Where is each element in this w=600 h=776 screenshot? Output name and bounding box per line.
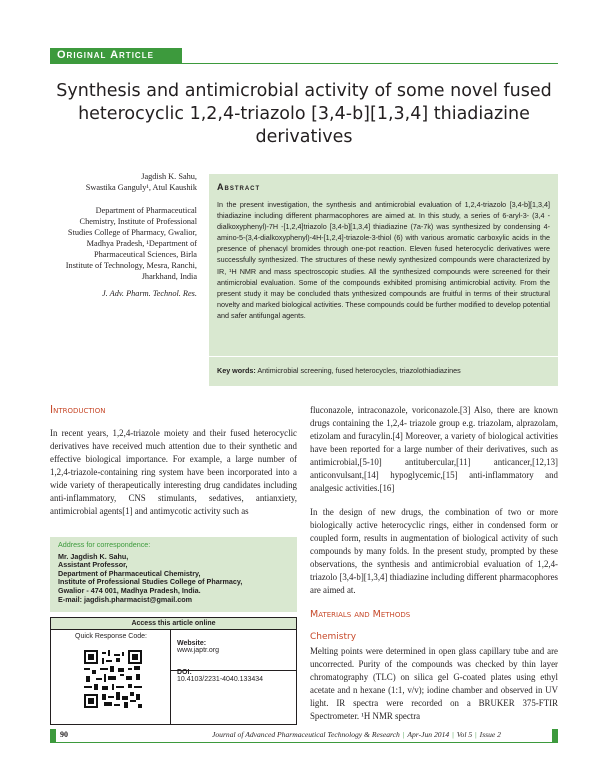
correspondence-heading: Address for correspondence:: [58, 540, 151, 549]
access-title: Access this article online: [51, 618, 296, 630]
qr-label: Quick Response Code:: [75, 633, 147, 640]
chemistry-subheading: Chemistry: [310, 632, 357, 642]
intro-paragraph-right-2: In the design of new drugs, the combination of two or more biologically active heterocyclic rings, either in condensed form or coupled form, results in augmentation of biological activity of such compounds by many folds. In the present study, prompted by these observations, the synthesis and antimicrobial evaluation of 1,2,4-triazolo [3,4-b][1,3,4] thiadiazine including different pharmacophores are aimed at.: [310, 507, 558, 595]
journal-reference: J. Adv. Pharm. Technol. Res.: [101, 289, 197, 298]
footer-accent-left: [50, 729, 56, 743]
abstract-divider: [209, 356, 558, 357]
abstract-text: In the present investigation, the synthesis and antimicrobial evaluation of 1,2,4-triazolo [3,4-b][1,3,4] thiadiazine including different pharmacophores are aimed at. In this study, a series of 6-aryl-3- (3,4 -dialkoxyphenyl)-7H -[1,2,4]triazolo [3,4-b][1,3,4] thiadiazine (7a-7k) was synthesized by condensing 4-amino-5-(3,4-dialkoxyphenyl)-4H-[1,2,4]-triazole-3-thiol (6) with various aromatic carboxylic acids in the presence of phenacyl bromides through one-pot reaction. Eleven fused heterocyclic derivatives were successfully synthesized. The structures of these newly synthesized compounds were characterized by IR, ¹H NMR and mass spectroscopic studies. All the synthesized compounds were screened for their antimicrobial evaluation. Some of the compounds exhibited promising antimicrobial activity. From the present study it may be concluded thats ynthesized compounds are fruitful in terms of their structural novelty and marked biological activities. These compounds could be further modified to develop potential and safer antifungal agents.: [217, 200, 550, 320]
footer-rule: [50, 742, 558, 743]
footer-citation: Journal of Advanced Pharmaceutical Technology & Research | Apr-Jun 2014 | Vol 5 | Issue 2: [212, 730, 501, 739]
correspondence-line: Gwalior - 474 001, Madhya Pradesh, India.: [58, 585, 201, 595]
author-line-2: Swastika Ganguly¹, Atul Kaushik: [85, 183, 197, 192]
correspondence-line: Assistant Professor,: [58, 560, 128, 570]
keywords-text: Antimicrobial screening, fused heterocycles, triazolothiadiazines: [257, 366, 461, 375]
qr-code-icon[interactable]: [84, 650, 142, 708]
intro-paragraph-left: In recent years, 1,2,4-triazole moiety and their fused heterocyclic derivatives have received much attention due to their synthetic and effective biological importance. For example, a large number of 1,2,4-triazole-containing ring system have been incorporated into a wide variety of therapeutically interesting drug candidates including anti-inflammatory, CNS stimulants, sedatives, antianxiety, antimicrobial agents[1] and antimycotic activity such as: [50, 428, 297, 516]
doi-value[interactable]: 10.4103/2231-4040.133434: [177, 676, 264, 683]
affiliation-line: Madhya Pradesh, ¹Department of: [86, 239, 197, 248]
footer-issue: Issue 2: [479, 730, 501, 739]
footer-volume: Vol 5: [456, 730, 473, 739]
introduction-heading: Introduction: [50, 404, 106, 416]
qr-cell: [51, 630, 171, 725]
author-line-1: Jagdish K. Sahu,: [141, 172, 197, 181]
correspondence-line: Mr. Jagdish K. Sahu,: [58, 551, 129, 561]
affiliation-line: Jharkhand, India: [141, 272, 197, 281]
affiliation-line: Studies College of Pharmacy, Gwalior,: [67, 228, 197, 237]
abstract-box: [209, 174, 558, 386]
page-number: 90: [60, 730, 68, 739]
correspondence-email: E-mail: jagdish.pharmacist@gmail.com: [58, 594, 193, 604]
website-link[interactable]: www.japtr.org: [177, 647, 220, 654]
access-details: [177, 640, 263, 698]
affiliation-line: Department of Pharmaceutical: [95, 206, 197, 215]
affiliation-line: Pharmaceutical Sciences, Birla: [94, 250, 197, 259]
keywords: [217, 366, 461, 375]
correspondence-box: [50, 537, 297, 612]
affiliation-line: Chemistry, Institute of Professional: [79, 217, 197, 226]
article-type-label: Original Article: [57, 49, 154, 61]
correspondence-line: Department of Pharmaceutical Chemistry,: [58, 568, 201, 578]
doi-label: DOI:: [177, 669, 192, 676]
access-online-box: [50, 617, 297, 725]
intro-paragraph-right-1: fluconazole, intraconazole, voriconazole.[3] Also, there are known drugs containing the 1,2,4- triazole group e.g. triazolam, alprazolam, etizolam and furacylin.[4] Moreover, a variety of biological activities have been reported for a large number of their derivatives, such as antimicrobial,[5-10] antitubercular,[11] anticancer,[12,13] anticonvulsant,[14] hypoglycemic,[15] anti-inflammatory and analgesic activities.[16]: [310, 405, 558, 493]
footer-accent-right: [552, 729, 558, 743]
methods-heading: Materials and Methods: [310, 609, 411, 620]
website-label: Website:: [177, 640, 207, 647]
affiliation-line: Institute of Technology, Mesra, Ranchi,: [65, 261, 197, 270]
article-type-tag: [50, 48, 182, 64]
author-block: [60, 171, 197, 299]
keywords-label: Key words:: [217, 366, 256, 375]
article-title: Synthesis and antimicrobial activity of some novel fused heterocyclic 1,2,4-triazolo [3,4-b][1,3,4] thiadiazine derivatives: [56, 81, 552, 147]
header-rule: [50, 63, 558, 64]
footer-journal: Journal of Advanced Pharmaceutical Technology & Research: [212, 730, 400, 739]
methods-paragraph: Melting points were determined in open glass capillary tube and are uncorrected. Purity of the compounds was checked by thin layer chromatography (TLC) on silica gel G-coated plates using ethyl acetate and n hexane (1:1, v/v); iodine chamber and observed in UV light. IR spectra were recorded on a BRUKER 375-FTIR Spectrometer. ¹H NMR spectra: [310, 646, 558, 721]
abstract-heading: Abstract: [217, 182, 261, 192]
footer-date: Apr-Jun 2014: [407, 730, 450, 739]
correspondence-line: Institute of Professional Studies College of Pharmacy,: [58, 577, 243, 587]
